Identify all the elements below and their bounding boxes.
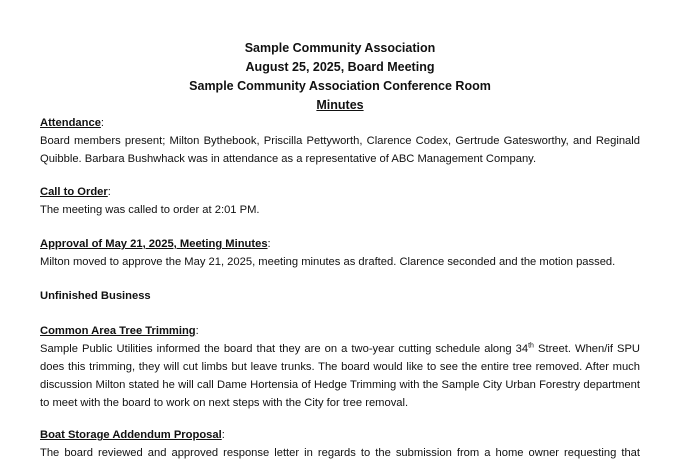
boat-storage-paragraph <box>40 444 640 459</box>
attendance-heading-colon: : <box>100 117 105 129</box>
tree-trimming-line1-end: Street. When/if SPU <box>533 343 640 355</box>
tree-trimming-paragraph <box>40 340 640 412</box>
tree-trimming-line: does this trimming, they will cut limbs but leave trunks. The board would like to see the entire tree removed. After much <box>40 361 640 373</box>
call-to-order-heading-colon: : <box>107 186 111 198</box>
attendance-paragraph <box>40 132 640 168</box>
approval-section <box>40 235 640 271</box>
tree-trimming-heading: Common Area Tree Trimming <box>40 325 196 337</box>
tree-trimming-section <box>40 322 640 412</box>
approval-text: Milton moved to approve the May 21, 2025, meeting minutes as drafted. Clarence seconded and the motion passed. <box>40 256 616 268</box>
boat-storage-line: The board reviewed and approved response letter in regards to the submission from a home owner requesting that <box>40 447 640 459</box>
document-type-title: Minutes <box>316 98 364 112</box>
call-to-order-heading: Call to Order <box>40 186 108 198</box>
approval-heading: Approval of May 21, 2025, Meeting Minutes <box>40 238 268 250</box>
tree-trimming-line <box>40 340 640 358</box>
approval-heading-colon: : <box>267 238 271 250</box>
tree-trimming-line1-start: Sample Public Utilities informed the board that they are on a two-year cutting schedule along 34 <box>40 343 529 355</box>
attendance-section <box>40 114 640 168</box>
ordinal-suffix: th <box>528 342 534 350</box>
attendance-line: Quibble. Barbara Bushwhack was in attendance as a representative of ABC Management Company. <box>40 153 537 165</box>
call-to-order-section <box>40 183 640 219</box>
boat-storage-section <box>40 426 640 459</box>
call-to-order-text: The meeting was called to order at 2:01 PM. <box>40 204 260 216</box>
tree-trimming-line: to meet with the board to work on next steps with the City for tree removal. <box>40 397 409 409</box>
tree-trimming-heading-colon: : <box>195 325 199 337</box>
document-header <box>0 39 680 115</box>
tree-trimming-line: discussion Milton stated he will call Dame Hortensia of Hedge Trimming with the Sample City Urban Forestry department <box>40 379 640 391</box>
unfinished-business-section <box>40 287 640 305</box>
meeting-title: August 25, 2025, Board Meeting <box>245 60 435 74</box>
organization-name: Sample Community Association <box>244 41 436 55</box>
attendance-line: Board members present; Milton Bythebook, Priscilla Pettyworth, Clarence Codex, Gertrude Gatesworthy, and Reginald <box>40 135 640 147</box>
boat-storage-heading: Boat Storage Addendum Proposal <box>40 429 222 441</box>
boat-storage-heading-colon: : <box>221 429 225 441</box>
attendance-heading: Attendance <box>40 117 101 129</box>
unfinished-business-heading: Unfinished Business <box>40 290 151 302</box>
meeting-location: Sample Community Association Conference Room <box>189 79 491 93</box>
